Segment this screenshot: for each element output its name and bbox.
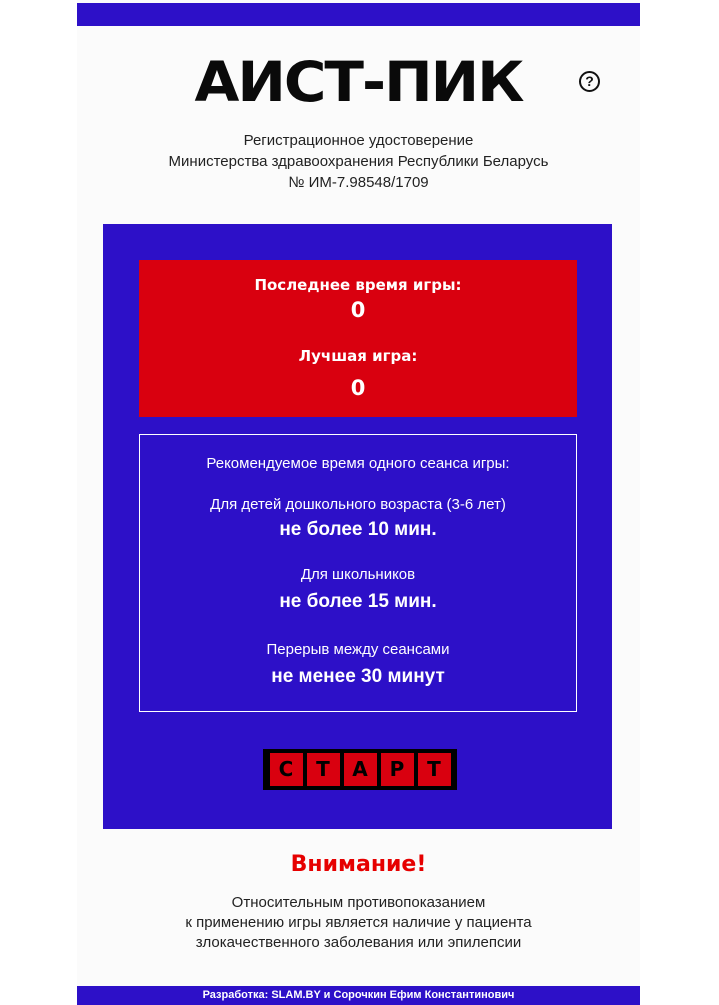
- start-letter: Р: [381, 753, 414, 786]
- top-bar: [77, 3, 640, 26]
- start-button[interactable]: [263, 749, 457, 790]
- best-game-value: 0: [350, 376, 366, 400]
- school-label: Для школьников: [300, 566, 416, 583]
- start-letter: С: [270, 753, 303, 786]
- registration-line-1: Регистрационное удостоверение: [243, 132, 474, 149]
- start-letter: Т: [307, 753, 340, 786]
- best-game-label: Лучшая игра:: [298, 347, 418, 365]
- warning-line-2: к применению игры является наличие у пациента: [185, 914, 532, 931]
- registration-info: [77, 130, 640, 193]
- break-value: не менее 30 минут: [271, 666, 445, 687]
- start-letter: А: [344, 753, 377, 786]
- registration-line-2: Министерства здравоохранения Республики Беларусь: [168, 153, 549, 170]
- warning-text: [77, 893, 640, 953]
- stats-box: [139, 260, 577, 417]
- registration-line-3: № ИМ-7.98548/1709: [288, 174, 429, 191]
- footer-credits: Разработка: SLAM.BY и Сорочкин Ефим Константинович: [77, 986, 640, 1005]
- school-value: не более 15 мин.: [279, 591, 437, 612]
- app-logo: АИСТ-ПИК: [194, 49, 523, 115]
- warning-line-3: злокачественного заболевания или эпилепсии: [195, 934, 522, 951]
- preschool-value: не более 10 мин.: [279, 519, 437, 540]
- last-time-value: 0: [350, 298, 366, 322]
- break-label: Перерыв между сеансами: [266, 641, 450, 658]
- help-icon[interactable]: ?: [579, 71, 600, 92]
- start-letter: Т: [418, 753, 451, 786]
- warning-title: Внимание!: [290, 852, 427, 877]
- last-time-label: Последнее время игры:: [254, 276, 462, 294]
- recommendations-box: [139, 434, 577, 712]
- app-container: [77, 0, 640, 1005]
- game-panel: [103, 224, 612, 829]
- recommendations-title: Рекомендуемое время одного сеанса игры:: [206, 455, 510, 472]
- preschool-label: Для детей дошкольного возраста (3-6 лет): [210, 496, 506, 513]
- warning-line-1: Относительным противопоказанием: [231, 894, 486, 911]
